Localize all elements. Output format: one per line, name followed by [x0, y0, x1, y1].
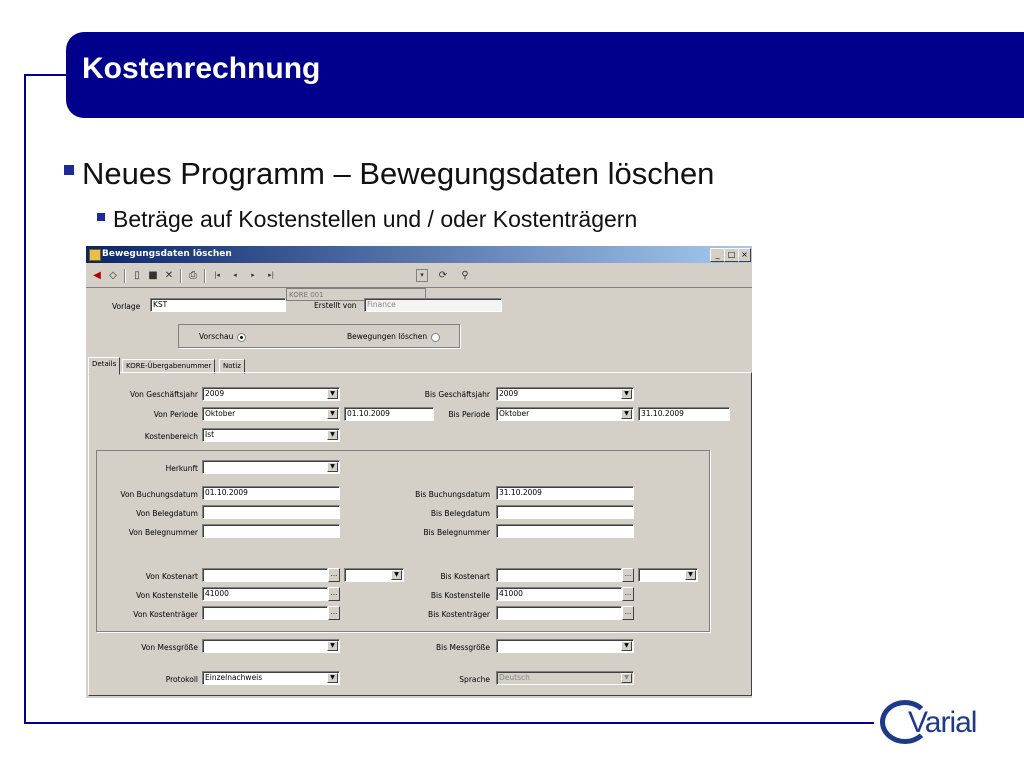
vorlage-label: Vorlage: [112, 302, 141, 311]
radio-loeschen[interactable]: [347, 332, 440, 342]
protokoll-label: Protokoll: [165, 675, 198, 684]
frame-line-left: [24, 74, 26, 724]
bis-kostenstelle-lookup-button[interactable]: ...: [622, 587, 634, 601]
von-belegnummer-label: Von Belegnummer: [128, 528, 198, 537]
erstellt-von-input[interactable]: Finance: [364, 298, 502, 312]
protokoll-value: Einzelnachweis: [205, 673, 263, 682]
von-periode-select[interactable]: [202, 407, 340, 421]
previous-record-icon[interactable]: ◂: [233, 271, 237, 279]
bis-periode-value: Oktober: [499, 409, 530, 418]
varial-logo: [878, 696, 1008, 748]
radio-loeschen-label: Bewegungen löschen: [347, 332, 428, 341]
binoculars-icon[interactable]: ⚲: [461, 270, 469, 281]
bullet-square-icon: [97, 213, 105, 221]
bis-messgroesse-select[interactable]: [496, 639, 634, 653]
von-kostenart-type-select[interactable]: [344, 568, 404, 582]
chevron-down-icon[interactable]: ▼: [327, 409, 338, 419]
von-periode-value: Oktober: [205, 409, 236, 418]
chevron-down-icon[interactable]: ▼: [621, 409, 632, 419]
von-kostenstelle-label: Von Kostenstelle: [136, 591, 198, 600]
bis-buchungsdatum-input[interactable]: 31.10.2009: [496, 486, 634, 500]
bis-kostenart-lookup-button[interactable]: ...: [622, 568, 634, 582]
sprache-label: Sprache: [459, 675, 490, 684]
record-combo-value: KORE 001: [289, 291, 324, 299]
von-kostentraeger-label: Von Kostenträger: [133, 610, 198, 619]
bis-belegdatum-label: Bis Belegdatum: [430, 509, 490, 518]
tab-kore-uebergabenummer[interactable]: KORE-Übergabenummer: [122, 359, 215, 374]
radio-vorschau[interactable]: [199, 332, 246, 342]
bis-periode-select[interactable]: [496, 407, 634, 421]
von-belegdatum-label: Von Belegdatum: [136, 509, 198, 518]
bis-kostenstelle-label: Bis Kostenstelle: [430, 591, 490, 600]
back-arrow-icon[interactable]: ◀: [93, 270, 101, 281]
kostenbereich-value: Ist: [205, 430, 215, 439]
bullet-square-icon: [64, 165, 74, 175]
toolbar-separator: [124, 269, 126, 283]
von-periode-label: Von Periode: [153, 410, 198, 419]
sprache-select[interactable]: [496, 671, 634, 685]
von-messgroesse-select[interactable]: [202, 639, 340, 653]
bis-belegnummer-input[interactable]: [496, 524, 634, 538]
von-buchungsdatum-input[interactable]: 01.10.2009: [202, 486, 340, 500]
herkunft-select[interactable]: [202, 460, 340, 474]
bis-kostenstelle-input[interactable]: 41000: [496, 587, 622, 601]
next-record-icon[interactable]: ▸: [251, 271, 255, 279]
von-belegdatum-input[interactable]: [202, 505, 340, 519]
chevron-down-icon[interactable]: ▼: [621, 389, 632, 399]
minimize-icon[interactable]: _: [710, 248, 725, 262]
window-titlebar: [86, 246, 752, 263]
von-kostenart-label: Von Kostenart: [145, 572, 198, 581]
bullet2-text: Beträge auf Kostenstellen und / oder Kostenträgern: [113, 206, 638, 232]
von-kostenart-lookup-button[interactable]: ...: [328, 568, 340, 582]
chevron-down-icon[interactable]: ▼: [685, 570, 696, 580]
frame-line-top: [24, 74, 68, 76]
stop-icon[interactable]: ■: [148, 270, 158, 281]
bis-kostentraeger-label: Bis Kostenträger: [428, 610, 490, 619]
new-document-icon[interactable]: ▯: [134, 270, 140, 281]
protokoll-select[interactable]: [202, 671, 340, 685]
maximize-icon[interactable]: □: [724, 248, 739, 262]
von-geschaeftsjahr-select[interactable]: [202, 387, 340, 401]
bis-geschaeftsjahr-label: Bis Geschäftsjahr: [424, 390, 490, 399]
radio-vorschau-button[interactable]: [237, 333, 246, 342]
toolbar-separator: [180, 269, 182, 283]
app-window: [86, 246, 752, 698]
chevron-down-icon[interactable]: ▼: [621, 673, 632, 683]
logo-text: Varial: [908, 706, 977, 739]
kostenbereich-label: Kostenbereich: [144, 432, 198, 441]
von-kostenstelle-input[interactable]: 41000: [202, 587, 328, 601]
bis-kostenart-input[interactable]: [496, 568, 622, 582]
tab-notiz[interactable]: Notiz: [219, 359, 245, 374]
von-periode-date-input[interactable]: 01.10.2009: [344, 407, 434, 421]
bis-buchungsdatum-label: Bis Buchungsdatum: [415, 490, 490, 499]
window-title: Bewegungsdaten löschen: [102, 249, 232, 259]
von-belegnummer-input[interactable]: [202, 524, 340, 538]
chevron-down-icon[interactable]: ▼: [621, 641, 632, 651]
tab-details[interactable]: Details: [88, 357, 120, 375]
bis-messgroesse-label: Bis Messgröße: [435, 643, 490, 652]
bis-kostenart-label: Bis Kostenart: [440, 572, 490, 581]
refresh-icon[interactable]: ⟳: [438, 270, 448, 281]
last-record-icon[interactable]: ▸|: [268, 271, 274, 279]
von-kostenart-input[interactable]: [202, 568, 328, 582]
chevron-down-icon[interactable]: ▾: [416, 269, 428, 282]
chevron-down-icon[interactable]: ▼: [327, 430, 338, 440]
bis-belegnummer-label: Bis Belegnummer: [423, 528, 490, 537]
bullet-level1: [64, 156, 714, 192]
bis-kostenart-type-select[interactable]: [638, 568, 698, 582]
von-kostentraeger-input[interactable]: [202, 606, 328, 620]
bullet-level2: [97, 206, 637, 233]
bis-periode-label: Bis Periode: [448, 410, 490, 419]
radio-vorschau-label: Vorschau: [199, 332, 234, 341]
kostenbereich-select[interactable]: [202, 428, 340, 442]
forward-icon[interactable]: ◇: [109, 270, 117, 281]
toolbar-separator: [204, 269, 206, 283]
app-icon: [89, 249, 101, 261]
von-kostentraeger-lookup-button[interactable]: ...: [328, 606, 340, 620]
chevron-down-icon[interactable]: ▼: [327, 389, 338, 399]
von-buchungsdatum-label: Von Buchungsdatum: [120, 490, 198, 499]
sprache-value: Deutsch: [499, 673, 530, 682]
chevron-down-icon[interactable]: ▼: [327, 641, 338, 651]
toolbar: [86, 265, 752, 299]
filter-groupbox: [96, 450, 710, 632]
von-messgroesse-label: Von Messgröße: [141, 643, 198, 652]
frame-line-bottom: [24, 722, 874, 724]
bis-geschaeftsjahr-value: 2009: [499, 389, 519, 398]
herkunft-label: Herkunft: [165, 464, 198, 473]
chevron-down-icon[interactable]: ▼: [327, 673, 338, 683]
bis-periode-date-input[interactable]: 31.10.2009: [638, 407, 730, 421]
print-icon[interactable]: ⎙: [189, 270, 197, 281]
bullet1-text: Neues Programm – Bewegungsdaten löschen: [82, 156, 715, 191]
vorlage-input[interactable]: KST: [150, 298, 286, 312]
slide-title: Kostenrechnung: [82, 52, 321, 85]
bis-kostentraeger-lookup-button[interactable]: ...: [622, 606, 634, 620]
close-icon[interactable]: ×: [738, 248, 751, 262]
von-geschaeftsjahr-label: Von Geschäftsjahr: [130, 390, 198, 399]
von-kostenstelle-lookup-button[interactable]: ...: [328, 587, 340, 601]
von-geschaeftsjahr-value: 2009: [205, 389, 225, 398]
bis-kostentraeger-input[interactable]: [496, 606, 622, 620]
bis-geschaeftsjahr-select[interactable]: [496, 387, 634, 401]
delete-icon[interactable]: ✕: [164, 270, 174, 281]
chevron-down-icon[interactable]: ▼: [327, 462, 338, 472]
radio-loeschen-button[interactable]: [431, 333, 440, 342]
mode-radio-group: [178, 324, 460, 348]
first-record-icon[interactable]: |◂: [214, 271, 220, 279]
chevron-down-icon[interactable]: ▼: [391, 570, 402, 580]
bis-belegdatum-input[interactable]: [496, 505, 634, 519]
erstellt-von-label: Erstellt von: [314, 301, 357, 310]
